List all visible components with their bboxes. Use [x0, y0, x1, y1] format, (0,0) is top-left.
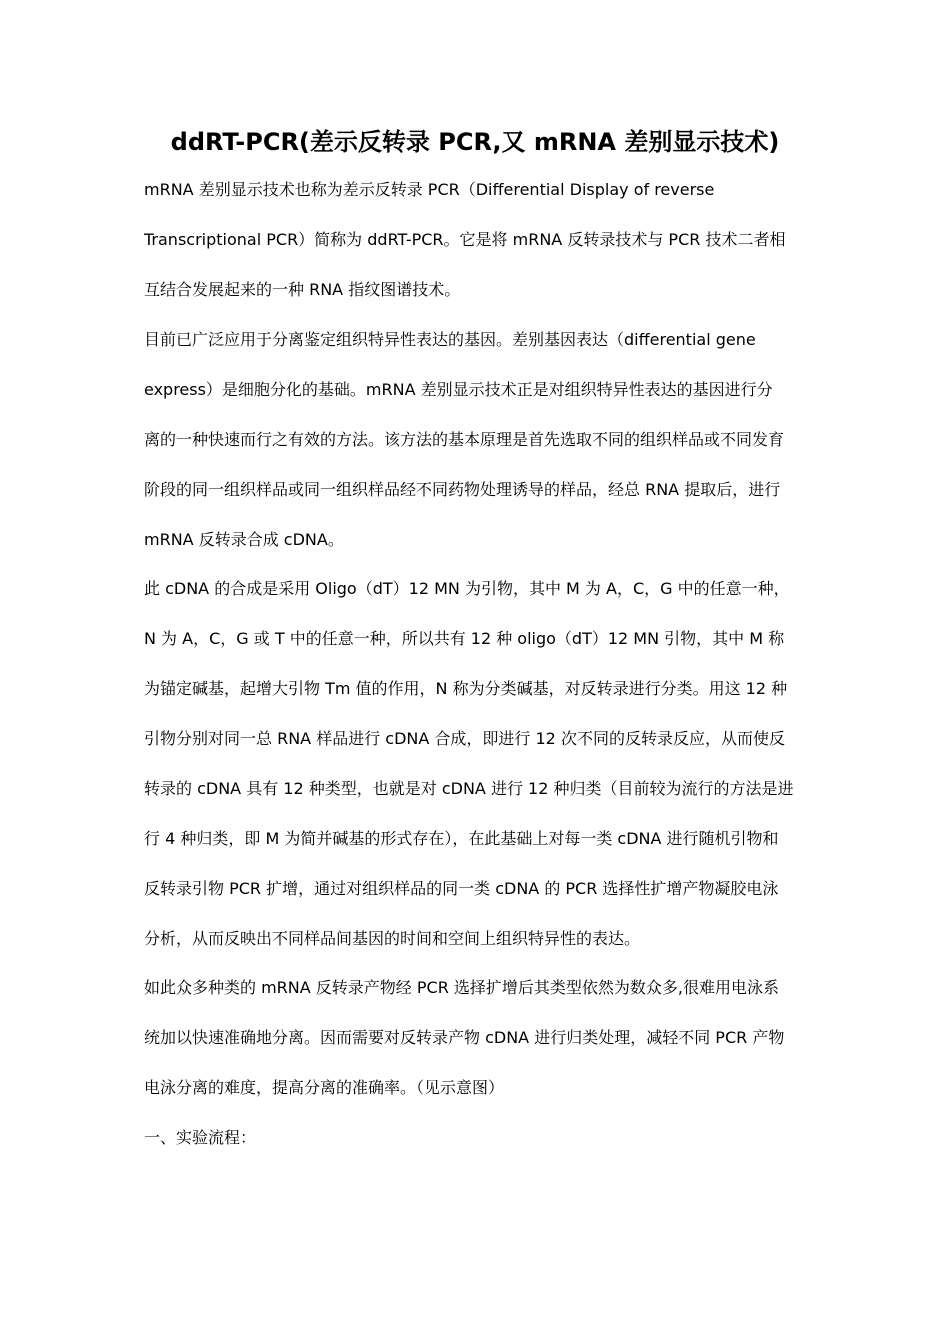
document-title: ddRT-PCR(差示反转录 PCR,又 mRNA 差别显示技术)	[170, 128, 780, 156]
paragraph-line: express）是细胞分化的基础。mRNA 差别显示技术正是对组织特异性表达的基因进行分	[144, 380, 773, 399]
paragraph-line: 统加以快速准确地分离。因而需要对反转录产物 cDNA 进行归类处理，减轻不同 PCR 产物	[144, 1028, 785, 1047]
section-heading: 一、实验流程：	[144, 1128, 257, 1147]
paragraph-line: mRNA 反转录合成 cDNA。	[144, 530, 344, 549]
paragraph-line: 引物分别对同一总 RNA 样品进行 cDNA 合成，即进行 12 次不同的反转录反应，从而使反	[144, 729, 785, 748]
paragraph-line: 如此众多种类的 mRNA 反转录产物经 PCR 选择扩增后其类型依然为数众多,很难用电泳系	[144, 978, 779, 997]
paragraph-line: 转录的 cDNA 具有 12 种类型，也就是对 cDNA 进行 12 种归类（目前较为流行的方法是进	[144, 779, 794, 798]
paragraph-line: 此 cDNA 的合成是采用 Oligo（dT）12 MN 为引物，其中 M 为 A，C，G 中的任意一种，	[144, 579, 790, 598]
paragraph-line: 互结合发展起来的一种 RNA 指纹图谱技术。	[144, 280, 461, 299]
paragraph-line: mRNA 差别显示技术也称为差示反转录 PCR（Differential Display of reverse	[144, 180, 715, 199]
paragraph-line: 反转录引物 PCR 扩增，通过对组织样品的同一类 cDNA 的 PCR 选择性扩增产物凝胶电泳	[144, 879, 779, 898]
paragraph-line: 目前已广泛应用于分离鉴定组织特异性表达的基因。差别基因表达（differential gene	[144, 330, 756, 349]
paragraph-line: N 为 A，C，G 或 T 中的任意一种，所以共有 12 种 oligo（dT）12 MN 引物，其中 M 称	[144, 629, 785, 648]
paragraph-line: 阶段的同一组织样品或同一组织样品经不同药物处理诱导的样品，经总 RNA 提取后，进行	[144, 480, 781, 499]
paragraph-line: 为锚定碱基，起增大引物 Tm 值的作用，N 称为分类碱基，对反转录进行分类。用这 12 种	[144, 679, 788, 698]
paragraph-line: 行 4 种归类，即 M 为简并碱基的形式存在），在此基础上对每一类 cDNA 进行随机引物和	[144, 829, 779, 848]
paragraph-line: 分析，从而反映出不同样品间基因的时间和空间上组织特异性的表达。	[144, 929, 641, 948]
paragraph-line: 离的一种快速而行之有效的方法。该方法的基本原理是首先选取不同的组织样品或不同发育	[144, 430, 785, 449]
paragraph-line: Transcriptional PCR）简称为 ddRT-PCR。它是将 mRNA 反转录技术与 PCR 技术二者相	[144, 230, 786, 249]
paragraph-line: 电泳分离的难度，提高分离的准确率。（见示意图）	[144, 1078, 505, 1097]
